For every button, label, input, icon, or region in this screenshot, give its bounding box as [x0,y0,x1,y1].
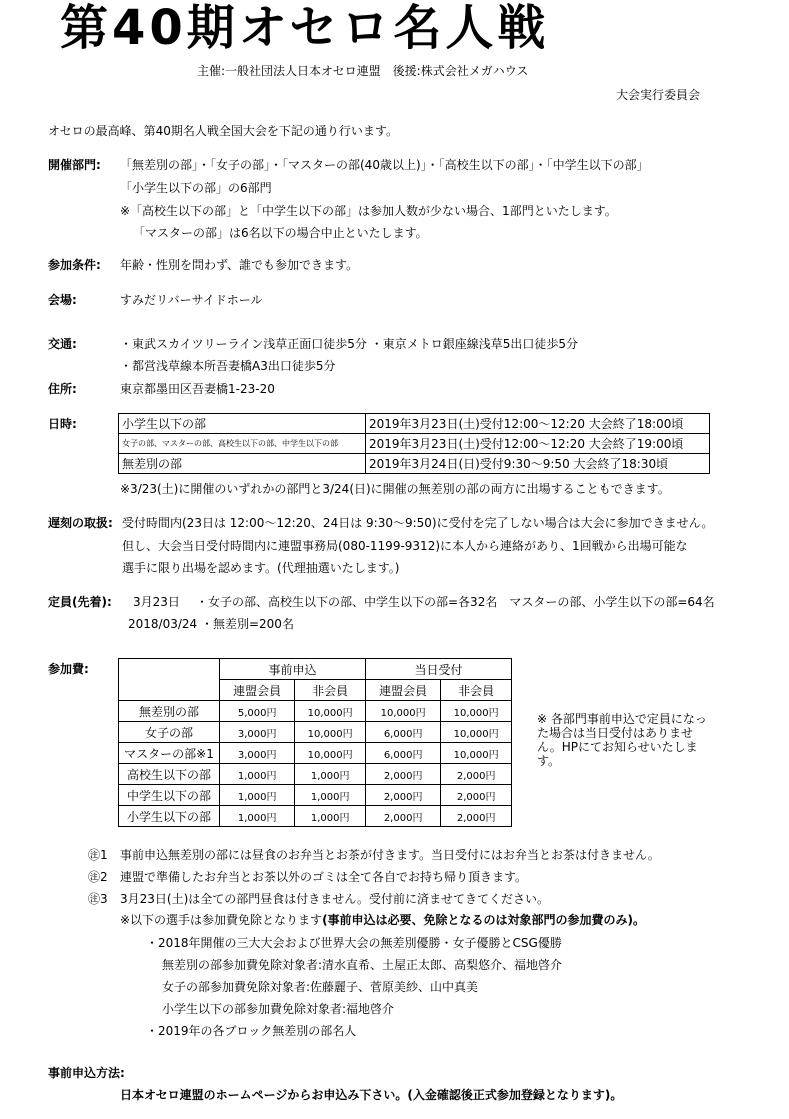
fees-label: 参加費: [48,662,89,676]
fees-division: 高校生以下の部 [119,764,220,785]
schedule-table [118,413,710,474]
address-label: 住所: [48,382,77,396]
late-line: 受付時間内(23日は 12:00〜12:20、24日は 9:30〜9:50)に受付を完了しない場合は大会に参加できません。 [122,516,714,530]
fees-side-note: ※ 各部門事前申込で定員になった場合は当日受付はありません。HPにてお知らせいたします。 [537,712,707,768]
fee-cell: 1,000円 [295,764,366,785]
capacity-label: 定員(先着): [48,595,112,609]
fee-cell: 1,000円 [295,785,366,806]
fee-cell: 3,000円 [220,722,295,743]
fee-cell: 3,000円 [220,743,295,764]
note-text: 事前申込無差別の部には昼食のお弁当とお茶が付きます。当日受付にはお弁当とお茶は付きません。 [120,848,660,862]
fee-cell: 2,000円 [441,806,512,827]
access-line: ・東武スカイツリーライン浅草正面口徒歩5分 ・東京メトロ銀座線浅草5出口徒歩5分 [120,337,579,351]
fees-header: 当日受付 [365,659,511,680]
fees-division: マスターの部※1 [119,743,220,764]
divisions-line: 「無差別の部」・「女子の部」・「マスターの部(40歳以上)」・「高校生以下の部」・「中学生以下の部」 [120,158,649,172]
fees-division: 女子の部 [119,722,220,743]
apply-text: 日本オセロ連盟のホームページからお申込み下さい。(入金確認後正式参加登録となります)。 [120,1088,623,1102]
access-label: 交通: [48,337,77,351]
exempt-intro-text: ※以下の選手は参加費免除となります [120,913,323,927]
schedule-time: 2019年3月23日(土)受付12:00〜12:20 大会終了19:00頃 [366,434,710,454]
fee-cell: 2,000円 [365,785,440,806]
fee-cell: 10,000円 [441,743,512,764]
divisions-line: ※「高校生以下の部」と「中学生以下の部」は参加人数が少ない場合、1部門といたします。 [120,204,617,218]
divisions-line: 「マスターの部」は6名以下の場合中止といたします。 [133,226,428,240]
fee-cell: 1,000円 [220,764,295,785]
table-row [119,701,512,722]
table-row [119,764,512,785]
divisions-line: 「小学生以下の部」の6部門 [120,181,272,195]
exempt-intro [120,913,645,927]
fees-subheader: 非会員 [295,680,366,701]
exempt-sub: 無差別の部参加費免除対象者:清水直希、土屋正太郎、高梨悠介、福地啓介 [162,958,563,972]
table-row [119,434,710,454]
exempt-sub: 女子の部参加費免除対象者:佐藤麗子、菅原美紗、山中真美 [162,980,479,994]
schedule-label: 日時: [48,417,77,431]
committee: 大会実行委員会 [616,88,701,102]
organizer: 主催:一般社団法人日本オセロ連盟 後援:株式会社メガハウス [197,64,529,78]
fee-cell: 10,000円 [365,701,440,722]
note-mark: ㊟3 [88,892,108,906]
fee-cell: 10,000円 [441,722,512,743]
exempt-intro-bold: (事前申込は必要、免除となるのは対象部門の参加費のみ)。 [322,913,646,927]
schedule-note: ※3/23(土)に開催のいずれかの部門と3/24(日)に開催の無差別の部の両方に出場することもできます。 [120,482,670,496]
apply-label: 事前申込方法: [48,1066,125,1080]
note-text: 連盟で準備したお弁当とお茶以外のゴミは全て各自でお持ち帰り頂きます。 [120,870,528,884]
fee-cell: 6,000円 [365,722,440,743]
late-label: 遅刻の取扱: [48,516,113,530]
conditions-label: 参加条件: [48,258,101,272]
exempt-item: ・2018年開催の三大大会および世界大会の無差別優勝・女子優勝とCSG優勝 [146,936,562,950]
table-row [119,659,512,680]
table-row [119,785,512,806]
fees-subheader: 連盟会員 [220,680,295,701]
fee-cell: 2,000円 [441,764,512,785]
fee-cell: 5,000円 [220,701,295,722]
fee-cell: 1,000円 [220,785,295,806]
table-row [119,414,710,434]
schedule-time: 2019年3月23日(土)受付12:00〜12:20 大会終了18:00頃 [366,414,710,434]
table-row [119,722,512,743]
fees-division: 小学生以下の部 [119,806,220,827]
venue-label: 会場: [48,293,77,307]
divisions-label: 開催部門: [48,158,101,172]
note-mark: ㊟2 [88,870,108,884]
fees-division: 中学生以下の部 [119,785,220,806]
schedule-division: 小学生以下の部 [119,414,366,434]
schedule-time: 2019年3月24日(日)受付9:30〜9:50 大会終了18:30頃 [366,454,710,474]
fee-cell: 10,000円 [295,743,366,764]
note-mark: ㊟1 [88,848,108,862]
conditions-text: 年齢・性別を問わず、誰でも参加できます。 [120,258,359,272]
fee-cell: 2,000円 [365,764,440,785]
intro-text: オセロの最高峰、第40期名人戦全国大会を下記の通り行います。 [48,124,398,138]
fees-subheader: 連盟会員 [365,680,440,701]
schedule-division: 女子の部、マスターの部、高校生以下の部、中学生以下の部 [119,434,366,454]
fee-cell: 10,000円 [295,701,366,722]
fee-cell: 10,000円 [295,722,366,743]
fees-header: 事前申込 [220,659,366,680]
exempt-sub: 小学生以下の部参加費免除対象者:福地啓介 [162,1002,395,1016]
late-line: 但し、大会当日受付時間内に連盟事務局(080-1199-9312)に本人から連絡があり、1回戦から出場可能な [122,539,688,553]
fee-cell: 2,000円 [365,806,440,827]
table-row [119,743,512,764]
exempt-item: ・2019年の各ブロック無差別の部名人 [146,1024,357,1038]
fee-cell: 2,000円 [441,785,512,806]
fees-corner [119,659,220,701]
fee-cell: 6,000円 [365,743,440,764]
fee-cell: 10,000円 [441,701,512,722]
table-row [119,806,512,827]
page-title: 第40期オセロ名人戦 [60,0,550,56]
capacity-text: ・女子の部、高校生以下の部、中学生以下の部=各32名 マスターの部、小学生以下の部=64名 [196,595,715,609]
late-line: 選手に限り出場を認めます。(代理抽選いたします。) [122,561,400,575]
fee-cell: 1,000円 [220,806,295,827]
capacity-line: 2018/03/24 ・無差別=200名 [128,617,294,631]
fees-division: 無差別の部 [119,701,220,722]
venue-text: すみだリバーサイドホール [120,293,263,307]
schedule-division: 無差別の部 [119,454,366,474]
access-line: ・都営浅草線本所吾妻橋A3出口徒歩5分 [120,359,336,373]
fees-subheader: 非会員 [441,680,512,701]
fees-table [118,658,512,827]
table-row [119,454,710,474]
fee-cell: 1,000円 [295,806,366,827]
address-text: 東京都墨田区吾妻橋1-23-20 [120,382,275,396]
capacity-date: 3月23日 [133,595,180,609]
note-text: 3月23日(土)は全ての部門昼食は付きません。受付前に済ませてきてください。 [120,892,549,906]
